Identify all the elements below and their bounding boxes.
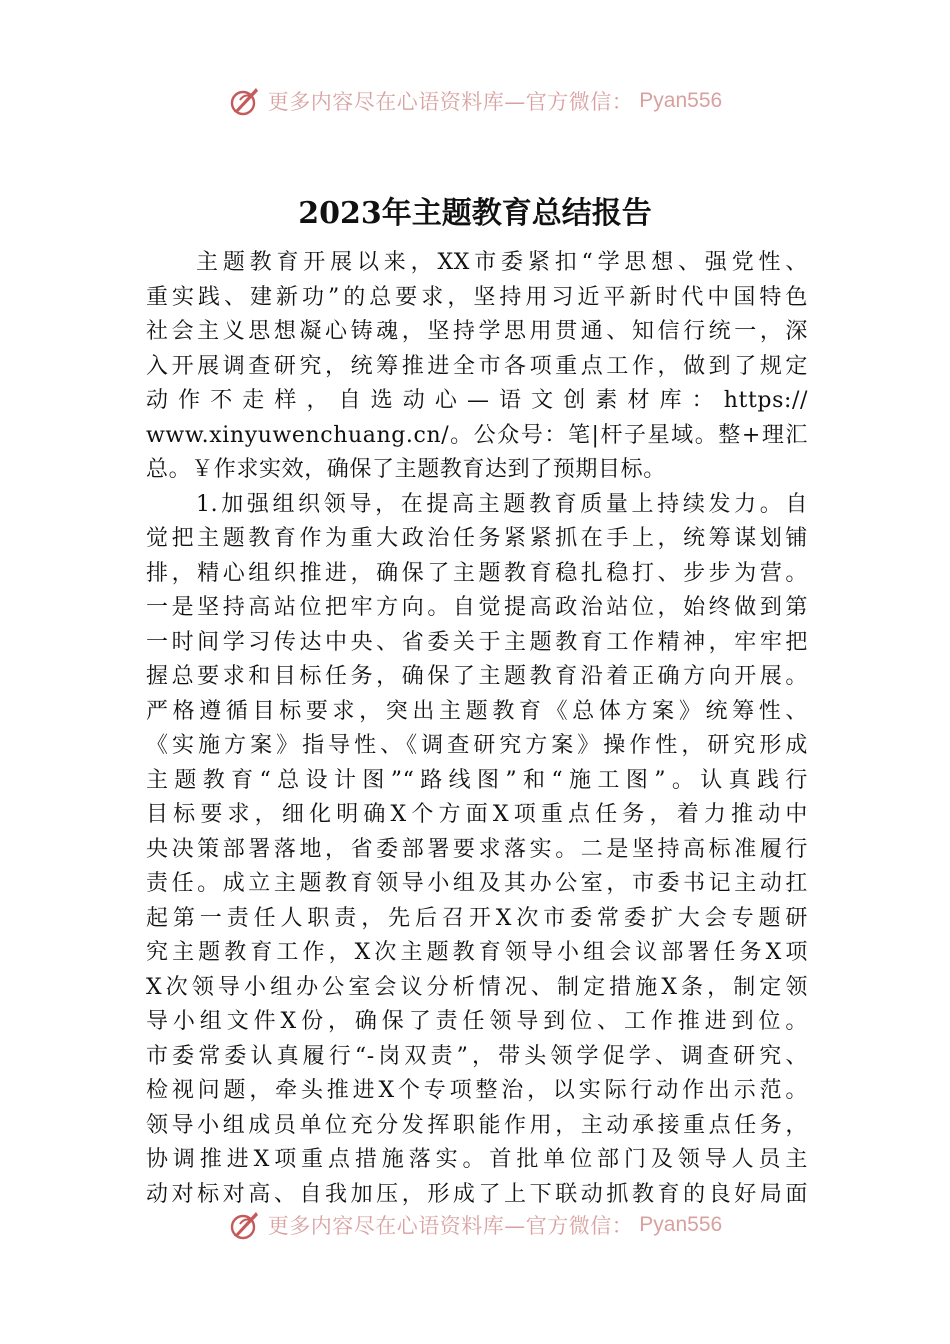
body-line: 一时间学习传达中央、省委关于主题教育工作精神，牢牢把 [146,629,808,655]
document-title: 2023年主题教育总结报告 [298,196,652,231]
body-line: 责任。成立主题教育领导小组及其办公室，市委书记主动扛 [146,871,808,896]
quill-logo-icon [228,1208,262,1242]
body-line: 协调推进X项重点措施落实。首批单位部门及领导人员主 [146,1147,808,1172]
watermark-wechat-id: Pyan556 [639,1213,723,1236]
body-line: 目标要求，细化明确X个方面X项重点任务，着力推动中 [146,802,808,827]
body-line: 《实施方案》指导性、《调查研究方案》操作性，研究形成 [146,733,808,758]
body-line: 动作不走样，自选动心—语文创素材库：https:// [146,388,808,413]
body-line: 导小组文件X份，确保了责任领导到位、工作推进到位。 [146,1009,808,1034]
watermark-text: 更多内容尽在心语资料库—官方微信： [267,90,634,114]
body-line: 总。￥作求实效，确保了主题教育达到了预期目标。 [146,457,666,482]
body-line: 动对标对高、自我加压，形成了上下联动抓教育的良好局面 [146,1181,808,1207]
body-line: 重实践、建新功”的总要求，坚持用习近平新时代中国特色 [146,284,808,310]
watermark-wechat-id: Pyan556 [639,89,723,112]
body-line: 主题教育“总设计图”“路线图”和“施工图”。认真践行 [146,767,808,793]
body-line: www.xinyuwenchuang.cn/。公众号：笔|杆子星域。整+理汇 [146,422,808,448]
body-line: 起第一责任人职责，先后召开X次市委常委扩大会专题研 [146,905,808,931]
body-line: 央决策部署落地，省委部署要求落实。二是坚持高标准履行 [146,836,808,862]
document-body [146,246,808,1208]
body-line: 领导小组成员单位充分发挥职能作用，主动承接重点任务， [146,1112,808,1138]
body-line: 一是坚持高站位把牢方向。自觉提高政治站位，始终做到第 [146,595,808,620]
watermark-footer [0,1208,950,1242]
body-line: 觉把主题教育作为重大政治任务紧紧抓在手上，统筹谋划铺 [146,526,808,551]
body-line: 握总要求和目标任务，确保了主题教育沿着正确方向开展。 [146,664,808,689]
body-line: 排，精心组织推进，确保了主题教育稳扎稳打、步步为营。 [146,560,808,586]
body-line: 入开展调查研究，统筹推进全市各项重点工作，做到了规定 [146,353,808,379]
watermark-text: 更多内容尽在心语资料库—官方微信： [267,1214,634,1238]
body-line: 严格遵循目标要求，突出主题教育《总体方案》统筹性、 [146,698,808,724]
body-line: X次领导小组办公室会议分析情况、制定措施X条，制定领 [146,974,808,1000]
body-line: 市委常委认真履行“-岗双责”，带头领学促学、调查研究、 [146,1043,808,1069]
body-line: 社会主义思想凝心铸魂，坚持学思用贯通、知信行统一，深 [146,319,808,344]
body-line: 主题教育开展以来，XX市委紧扣“学思想、强党性、 [196,250,808,275]
watermark-header [0,84,950,118]
quill-logo-icon [228,84,262,118]
body-line: 1.加强组织领导，在提高主题教育质量上持续发力。自 [196,491,808,517]
body-line: 究主题教育工作，X次主题教育领导小组会议部署任务X项 [146,940,808,965]
body-line: 检视问题，牵头推进X个专项整治，以实际行动作出示范。 [146,1078,808,1103]
